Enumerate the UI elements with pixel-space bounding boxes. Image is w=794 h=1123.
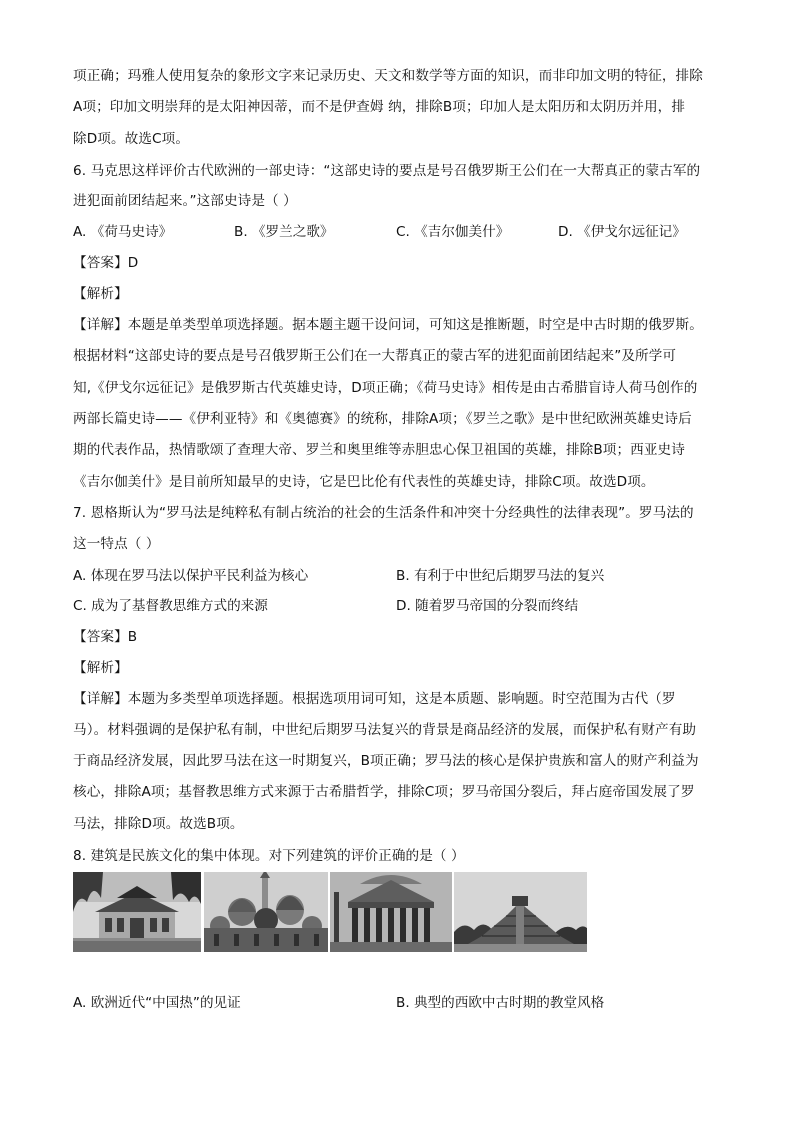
q7-option-d: D. 随着罗马帝国的分裂而终结: [396, 598, 579, 614]
q5-analysis-line-1: 项正确；玛雅人使用复杂的象形文字来记录历史、天文和数学等方面的知识，而非印加文明的特征，排除: [73, 68, 703, 84]
q7-detail-line-5: 马法，排除D项。故选B项。: [73, 816, 244, 832]
chinese-style-palace-photo: [73, 872, 201, 952]
q6-answer: 【答案】D: [73, 255, 139, 271]
stepped-pyramid-photo: [454, 872, 587, 952]
q6-option-c: C. 《吉尔伽美什》: [396, 224, 510, 240]
q7-stem-line-2: 这一特点（ ）: [73, 536, 160, 552]
onion-dome-cathedral-photo: [204, 872, 328, 952]
q6-detail-line-5: 期的代表作品，热情歌颂了查理大帝、罗兰和奥里维等赤胆忠心保卫祖国的英雄，排除B项；西亚史诗: [73, 442, 685, 458]
q7-option-a: A. 体现在罗马法以保护平民利益为核心: [73, 568, 309, 584]
q7-stem-line-1: 7. 恩格斯认为“罗马法是纯粹私有制占统治的社会的生活条件和冲突十分经典性的法律表现”。罗马法的: [73, 505, 694, 521]
q6-option-d: D. 《伊戈尔远征记》: [558, 224, 686, 240]
q8-option-b: B. 典型的西欧中古时期的教堂风格: [396, 995, 605, 1011]
q5-analysis-line-2: A项；印加文明崇拜的是太阳神因蒂，而不是伊查姆 纳，排除B项；印加人是太阳历和太阴历并用，排: [73, 99, 686, 115]
pantheon-photo: [330, 872, 452, 952]
q5-analysis-line-3: 除D项。故选C项。: [73, 131, 190, 147]
q8-option-a: A. 欧洲近代“中国热”的见证: [73, 995, 241, 1011]
q6-detail-line-4: 两部长篇史诗——《伊利亚特》和《奥德赛》的统称，排除A项；《罗兰之歌》是中世纪欧洲英雄史诗后: [73, 411, 692, 427]
q6-detail-line-3: 知,《伊戈尔远征记》是俄罗斯古代英雄史诗，D项正确；《荷马史诗》相传是由古希腊盲诗人荷马创作的: [73, 380, 698, 396]
q6-stem-line-1: 6. 马克思这样评价古代欧洲的一部史诗：“这部史诗的要点是号召俄罗斯王公们在一大帮真正的蒙古军的: [73, 163, 701, 179]
q6-detail-line-1: 【详解】本题是单类型单项选择题。据本题主题干设问词，可知这是推断题，时空是中古时期的俄罗斯。: [73, 317, 703, 333]
q6-detail-line-2: 根据材料“这部史诗的要点是号召俄罗斯王公们在一大帮真正的蒙古军的进犯面前团结起来”及所学可: [73, 348, 677, 364]
q7-detail-line-1: 【详解】本题为多类型单项选择题。根据选项用词可知，这是本质题、影响题。时空范围为古代（罗: [73, 691, 676, 707]
q6-detail-line-6: 《吉尔伽美什》是目前所知最早的史诗，它是巴比伦有代表性的英雄史诗，排除C项。故选D项。: [73, 474, 655, 490]
q7-option-c: C. 成为了基督教思维方式的来源: [73, 598, 268, 614]
q6-option-b: B. 《罗兰之歌》: [234, 224, 334, 240]
q6-option-a: A. 《荷马史诗》: [73, 224, 173, 240]
q6-stem-line-2: 进犯面前团结起来。”这部史诗是（ ）: [73, 193, 297, 209]
q6-analysis-label: 【解析】: [73, 286, 128, 302]
q7-analysis-label: 【解析】: [73, 660, 128, 676]
q7-detail-line-3: 于商品经济发展，因此罗马法在这一时期复兴，B项正确；罗马法的核心是保护贵族和富人的财产利益为: [73, 753, 699, 769]
q7-detail-line-2: 马）。材料强调的是保护私有制，中世纪后期罗马法复兴的背景是商品经济的发展，而保护私有财产有助: [73, 722, 697, 738]
q7-detail-line-4: 核心，排除A项；基督教思维方式来源于古希腊哲学，排除C项；罗马帝国分裂后，拜占庭帝国发展了罗: [73, 784, 695, 800]
q7-option-b: B. 有利于中世纪后期罗马法的复兴: [396, 568, 605, 584]
q8-stem: 8. 建筑是民族文化的集中体现。对下列建筑的评价正确的是（ ）: [73, 848, 465, 864]
q7-answer: 【答案】B: [73, 629, 138, 645]
